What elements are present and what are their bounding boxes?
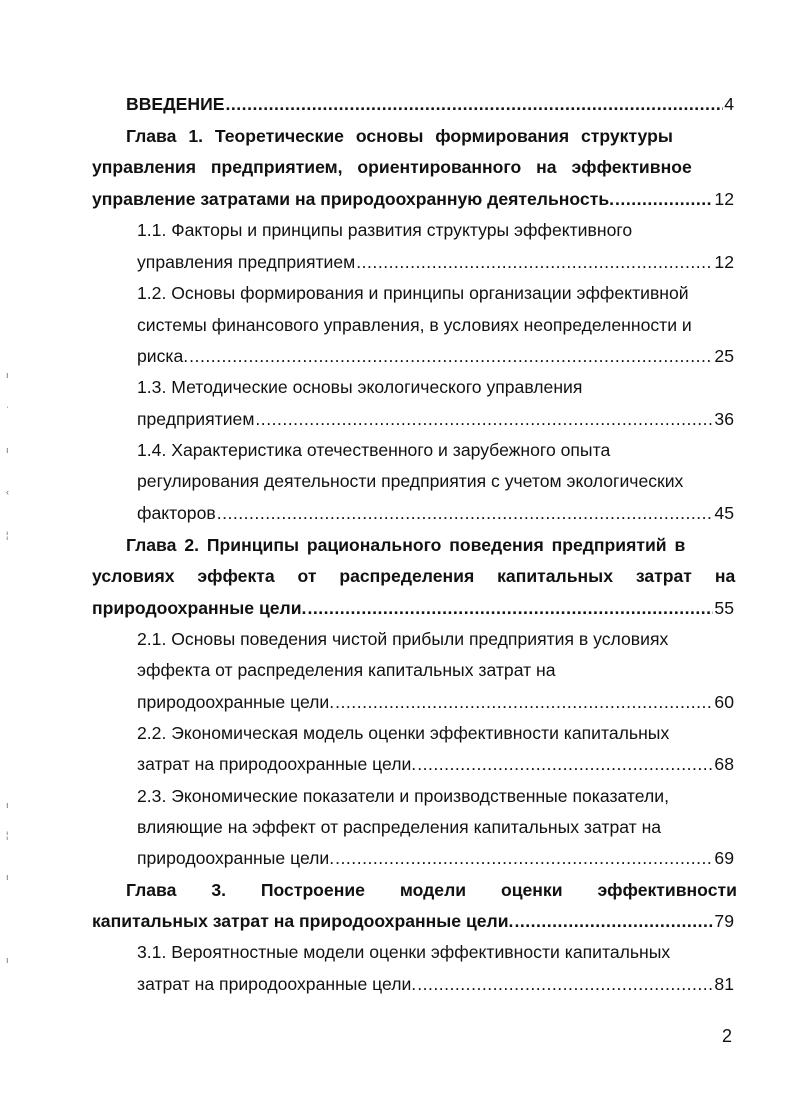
toc-section-1-1-line-2	[137, 251, 734, 273]
toc-chapter-title-continued: условиях эффекта от распределения капитальных затрат на	[92, 566, 736, 586]
toc-chapter-title-continued: капитальных затрат на природоохранные цели.	[92, 911, 514, 931]
toc-chapter-3-line-2	[92, 910, 734, 932]
toc-section-2-1-line-3	[137, 691, 734, 713]
toc-chapter-title-continued: управления предприятием, ориентированного на эффективное	[92, 157, 692, 177]
toc-entry-page: 12	[714, 189, 734, 209]
toc-section-title: 1.1. Факторы и принципы развития структуры эффективного	[137, 220, 633, 240]
toc-section-title-continued: затрат на природоохранные цели.	[137, 754, 417, 774]
leader-dots	[226, 93, 724, 115]
toc-entry-page: 12	[714, 252, 734, 272]
toc-entry-page: 55	[714, 598, 734, 618]
toc-entry-page: 36	[714, 409, 734, 429]
toc-section-3-1[interactable]	[137, 941, 670, 963]
toc-section-2-2-line-2	[137, 753, 734, 775]
toc-section-title-continued: регулирования деятельности предприятия с учетом экологических	[137, 471, 684, 491]
toc-section-1-4[interactable]	[137, 439, 610, 461]
toc-entry-page: 45	[714, 503, 734, 523]
leader-dots	[514, 910, 713, 932]
toc-section-1-3[interactable]	[137, 376, 582, 398]
toc-section-1-2-line-3	[137, 345, 734, 367]
toc-section-1-4-line-3	[137, 502, 734, 524]
toc-chapter-2-line-2	[92, 565, 734, 587]
toc-chapter-title: Глава 1. Теоретические основы формирования структуры	[126, 126, 673, 146]
leader-dots	[356, 251, 713, 273]
toc-section-title-continued: природоохранные цели.	[137, 692, 335, 712]
toc-entry-page: 25	[714, 346, 734, 366]
toc-section-title: 2.3. Экономические показатели и производственные показатели,	[137, 786, 669, 806]
toc-section-title-continued: факторов	[137, 503, 216, 523]
toc-section-3-1-line-2	[137, 973, 734, 995]
toc-section-title: 1.3. Методические основы экологического управления	[137, 377, 583, 397]
toc-chapter-title-continued: природоохранные цели.	[92, 598, 307, 618]
toc-section-2-3-line-3	[137, 847, 734, 869]
toc-entry-page: 69	[714, 848, 734, 868]
toc-section-title: 3.1. Вероятностные модели оценки эффективности капитальных	[137, 942, 671, 962]
toc-section-1-1[interactable]	[137, 219, 632, 241]
leader-dots	[417, 973, 713, 995]
toc-chapter-1-line-2	[92, 156, 734, 178]
toc-entry-page: 4	[724, 94, 734, 114]
toc-section-title-continued: природоохранные цели.	[137, 848, 335, 868]
leader-dots	[189, 345, 713, 367]
toc-section-title-continued: системы финансового управления, в условиях неопределенности и	[137, 315, 692, 335]
toc-entry-page: 81	[714, 974, 734, 994]
toc-entry-introduction[interactable]	[126, 93, 734, 115]
toc-chapter-1-line-1[interactable]	[126, 125, 734, 147]
toc-entry-page: 68	[714, 754, 734, 774]
leader-dots	[217, 502, 714, 524]
leader-dots	[307, 597, 713, 619]
toc-chapter-2-line-1[interactable]	[126, 534, 734, 556]
toc-chapter-title: Глава 3. Построение модели оценки эффективности	[126, 880, 737, 900]
toc-chapter-title-continued: управление затратами на природоохранную деятельность.	[92, 189, 615, 209]
toc-section-title: 1.4. Характеристика отечественного и зарубежного опыта	[137, 440, 611, 460]
toc-section-title: 1.2. Основы формирования и принципы организации эффективной	[137, 283, 689, 303]
toc-section-title-continued: управления предприятием	[137, 252, 356, 272]
toc-section-2-1-line-2	[137, 659, 556, 681]
toc-section-title-continued: эффекта от распределения капитальных затрат на	[137, 660, 556, 680]
toc-section-1-3-line-2	[137, 408, 734, 430]
toc-entry-page: 60	[714, 692, 734, 712]
leader-dots	[417, 753, 713, 775]
toc-section-2-2[interactable]	[137, 722, 669, 744]
leader-dots	[335, 691, 713, 713]
toc-chapter-1-line-3	[92, 188, 734, 210]
toc-entry-page: 79	[714, 911, 734, 931]
toc-chapter-2-line-3	[92, 597, 734, 619]
toc-chapter-title: Глава 2. Принципы рационального поведения предприятий в	[126, 535, 686, 555]
toc-section-title-continued: предприятием	[137, 409, 255, 429]
toc-section-title: 2.2. Экономическая модель оценки эффективности капитальных	[137, 723, 670, 743]
leader-dots	[615, 188, 713, 210]
toc-section-title: 2.1. Основы поведения чистой прибыли предприятия в условиях	[137, 629, 669, 649]
toc-section-2-3-line-2	[137, 816, 661, 838]
toc-entry-title: ВВЕДЕНИЕ	[126, 94, 225, 114]
toc-section-title-continued: риска.	[137, 346, 189, 366]
toc-section-1-2[interactable]	[137, 282, 689, 304]
toc-chapter-3-line-1[interactable]	[126, 879, 737, 901]
toc-section-2-1[interactable]	[137, 628, 668, 650]
leader-dots	[335, 847, 713, 869]
leader-dots	[255, 408, 713, 430]
page-number: 2	[722, 1026, 733, 1046]
toc-section-2-3[interactable]	[137, 785, 669, 807]
toc-section-1-2-line-2	[137, 314, 692, 336]
toc-section-title-continued: влияющие на эффект от распределения капитальных затрат на	[137, 817, 662, 837]
toc-section-1-4-line-2	[137, 470, 683, 492]
toc-section-title-continued: затрат на природоохранные цели.	[137, 974, 417, 994]
